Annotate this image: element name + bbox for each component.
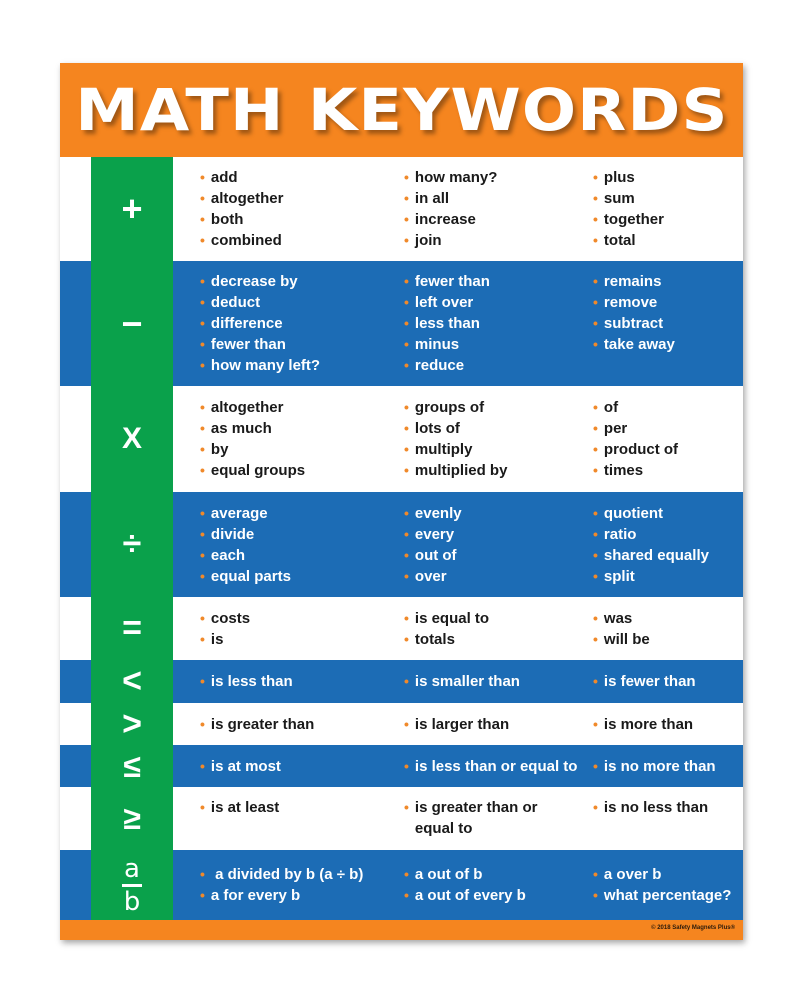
keyword-text: average: [210, 505, 268, 522]
bullet-icon: •: [404, 399, 409, 415]
keyword-column-1: [200, 608, 250, 650]
keyword-text: altogether: [210, 399, 284, 416]
keyword-item: [404, 864, 526, 885]
keyword-item: [404, 797, 555, 839]
keyword-item: [200, 756, 281, 777]
keyword-column-2: [404, 714, 509, 735]
keyword-text: what percentage?: [603, 887, 732, 904]
keyword-column-2: [404, 503, 462, 587]
poster-title: MATH KEYWORDS: [74, 76, 729, 144]
keyword-text: fewer than: [210, 336, 286, 353]
bullet-icon: •: [404, 294, 409, 310]
bullet-icon: •: [200, 211, 205, 227]
keyword-item: [593, 671, 696, 692]
keyword-item: [200, 313, 320, 334]
keyword-item: [200, 418, 305, 439]
bullet-icon: •: [200, 673, 205, 689]
keyword-column-1: [200, 756, 281, 777]
keyword-text: of: [603, 399, 619, 416]
keyword-column-3: [593, 714, 693, 735]
keyword-text: is no less than: [603, 799, 709, 816]
bullet-icon: •: [200, 547, 205, 563]
keyword-column-3: [593, 503, 709, 587]
bullet-icon: •: [200, 526, 205, 542]
keyword-text: out of: [414, 547, 457, 564]
keyword-item: [404, 397, 507, 418]
plus-symbol-icon: +: [91, 157, 173, 261]
keyword-item: [404, 313, 490, 334]
keyword-column-1: [200, 797, 279, 818]
keyword-item: [200, 885, 363, 906]
bullet-icon: •: [200, 190, 205, 206]
keyword-item: [593, 167, 664, 188]
keyword-item: [200, 355, 320, 376]
bullet-icon: •: [404, 758, 409, 774]
bullet-icon: •: [404, 273, 409, 289]
keyword-item: [200, 797, 279, 818]
bullet-icon: •: [404, 610, 409, 626]
keyword-item: [200, 271, 320, 292]
bullet-icon: •: [593, 462, 598, 478]
bullet-icon: •: [593, 505, 598, 521]
keyword-item: [593, 397, 678, 418]
keyword-column-2: [404, 756, 577, 777]
keyword-item: [593, 271, 675, 292]
keyword-text: costs: [210, 610, 251, 627]
keyword-column-2: [404, 797, 555, 839]
keyword-item: [200, 671, 293, 692]
row-divide: [60, 492, 743, 597]
keyword-text: is no more than: [603, 758, 716, 775]
keyword-item: [593, 503, 709, 524]
bullet-icon: •: [404, 357, 409, 373]
bullet-icon: •: [593, 799, 598, 815]
keyword-text: increase: [414, 211, 476, 228]
keyword-column-1: [200, 714, 314, 735]
keyword-text: less than: [414, 315, 480, 332]
keyword-text: is greater than: [210, 716, 315, 733]
keyword-text: equal groups: [210, 462, 306, 479]
minus-symbol-icon: −: [91, 261, 173, 386]
keyword-columns: [200, 157, 743, 261]
keyword-column-1: [200, 271, 320, 376]
bullet-icon: •: [200, 357, 205, 373]
bullet-icon: •: [404, 441, 409, 457]
keyword-item: [404, 439, 507, 460]
keyword-item: [593, 209, 664, 230]
keyword-text: decrease by: [210, 273, 298, 290]
keyword-column-3: [593, 608, 650, 650]
keyword-item: [593, 629, 650, 650]
keyword-text: is equal to: [414, 610, 490, 627]
math-keywords-poster: [60, 63, 743, 940]
bullet-icon: •: [593, 399, 598, 415]
keyword-item: [593, 756, 716, 777]
keyword-columns: [200, 261, 743, 386]
bullet-icon: •: [404, 716, 409, 732]
greater-than-or-equal-symbol-icon: ≥: [91, 787, 173, 850]
bullet-icon: •: [200, 568, 205, 584]
keyword-item: [404, 355, 490, 376]
greater-than-symbol-icon: >: [91, 703, 173, 745]
bullet-icon: •: [593, 420, 598, 436]
keyword-text: is at most: [210, 758, 281, 775]
keyword-item: [404, 671, 520, 692]
numerator: a: [124, 853, 140, 884]
keyword-columns: [200, 386, 743, 492]
keyword-item: [200, 188, 283, 209]
keyword-text: split: [603, 568, 635, 585]
keyword-item: [200, 503, 291, 524]
bullet-icon: •: [593, 232, 598, 248]
keyword-item: [593, 230, 664, 251]
keyword-text: equal parts: [210, 568, 291, 585]
keyword-columns: [200, 660, 743, 703]
keyword-text: take away: [603, 336, 675, 353]
keyword-item: [404, 334, 490, 355]
bullet-icon: •: [200, 294, 205, 310]
bullet-icon: •: [593, 866, 598, 882]
keyword-item: [404, 714, 509, 735]
keyword-item: [593, 797, 708, 818]
keyword-item: [200, 864, 363, 885]
keyword-item: [404, 608, 489, 629]
bullet-icon: •: [200, 716, 205, 732]
keyword-item: [404, 418, 507, 439]
bullet-icon: •: [593, 610, 598, 626]
keyword-column-1: [200, 503, 291, 587]
keyword-item: [404, 167, 497, 188]
bullet-icon: •: [200, 315, 205, 331]
keyword-item: [593, 418, 678, 439]
bullet-icon: •: [200, 441, 205, 457]
keyword-item: [404, 292, 490, 313]
row-greater-than-or-equal: [60, 787, 743, 850]
equals-symbol-icon: =: [91, 597, 173, 660]
bullet-icon: •: [200, 462, 205, 478]
keyword-column-3: [593, 864, 731, 906]
keyword-column-3: [593, 397, 678, 481]
bullet-icon: •: [200, 887, 205, 903]
bullet-icon: •: [200, 169, 205, 185]
footer-bar: [60, 920, 743, 940]
keyword-text: remains: [603, 273, 662, 290]
keyword-item: [200, 292, 320, 313]
keyword-text: together: [603, 211, 664, 228]
bullet-icon: •: [593, 568, 598, 584]
bullet-icon: •: [404, 887, 409, 903]
keyword-column-3: [593, 671, 696, 692]
keyword-text: join: [414, 232, 442, 249]
keyword-item: [200, 460, 305, 481]
bullet-icon: •: [404, 315, 409, 331]
keyword-column-1: [200, 397, 305, 481]
keyword-item: [404, 460, 507, 481]
keyword-text: as much: [210, 420, 272, 437]
keyword-text: minus: [414, 336, 460, 353]
keyword-text: by: [210, 441, 229, 458]
keyword-item: [404, 885, 526, 906]
bullet-icon: •: [404, 673, 409, 689]
bullet-icon: •: [404, 232, 409, 248]
keyword-item: [200, 230, 283, 251]
keyword-column-2: [404, 671, 520, 692]
keyword-item: [593, 460, 678, 481]
bullet-icon: •: [404, 631, 409, 647]
keyword-item: [593, 608, 650, 629]
bullet-icon: •: [200, 610, 205, 626]
keyword-text: was: [603, 610, 633, 627]
keyword-item: [593, 439, 678, 460]
row-fraction: [60, 850, 743, 920]
bullet-icon: •: [593, 716, 598, 732]
bullet-icon: •: [200, 631, 205, 647]
row-less-than: [60, 660, 743, 703]
title-bar: [60, 63, 743, 157]
keyword-item: [404, 209, 497, 230]
keyword-item: [593, 566, 709, 587]
keyword-item: [593, 292, 675, 313]
bullet-icon: •: [593, 547, 598, 563]
keyword-text: plus: [603, 169, 635, 186]
keyword-columns: [200, 703, 743, 745]
keyword-item: [200, 167, 283, 188]
keyword-text: is greater than or equal to: [414, 799, 538, 837]
keyword-item: [593, 545, 709, 566]
keyword-columns: [200, 787, 743, 850]
bullet-icon: •: [404, 799, 409, 815]
keyword-item: [200, 566, 291, 587]
keyword-item: [200, 714, 314, 735]
keyword-columns: [200, 597, 743, 660]
keyword-text: left over: [414, 294, 474, 311]
copyright-text: © 2018 Safety Magnets Plus®: [651, 925, 735, 931]
keyword-item: [593, 864, 731, 885]
bullet-icon: •: [404, 547, 409, 563]
bullet-icon: •: [404, 169, 409, 185]
keyword-column-1: [200, 671, 293, 692]
keyword-text: reduce: [414, 357, 465, 374]
keyword-item: [200, 608, 250, 629]
keyword-text: both: [210, 211, 244, 228]
keyword-text: lots of: [414, 420, 460, 437]
bullet-icon: •: [593, 315, 598, 331]
keyword-item: [404, 503, 462, 524]
keyword-text: how many left?: [210, 357, 321, 374]
times-symbol-icon: X: [91, 386, 173, 492]
bullet-icon: •: [593, 169, 598, 185]
keyword-item: [200, 334, 320, 355]
keyword-column-2: [404, 167, 497, 251]
bullet-icon: •: [593, 526, 598, 542]
keyword-column-2: [404, 864, 526, 906]
keyword-item: [200, 524, 291, 545]
bullet-icon: •: [404, 505, 409, 521]
row-equals: [60, 597, 743, 660]
keyword-column-1: [200, 167, 283, 251]
keyword-text: a over b: [603, 866, 662, 883]
bullet-icon: •: [593, 336, 598, 352]
less-than-or-equal-symbol-icon: ≤: [91, 745, 173, 787]
keyword-item: [404, 230, 497, 251]
keyword-item: [404, 545, 462, 566]
bullet-icon: •: [200, 399, 205, 415]
keyword-columns: [200, 850, 743, 920]
keyword-text: is less than: [210, 673, 293, 690]
bullet-icon: •: [404, 568, 409, 584]
keyword-text: quotient: [603, 505, 664, 522]
bullet-icon: •: [593, 673, 598, 689]
keyword-text: multiplied by: [414, 462, 508, 479]
bullet-icon: •: [404, 420, 409, 436]
keyword-item: [593, 334, 675, 355]
keyword-item: [593, 524, 709, 545]
keyword-column-1: [200, 864, 363, 906]
bullet-icon: •: [200, 273, 205, 289]
bullet-icon: •: [200, 505, 205, 521]
bullet-icon: •: [404, 336, 409, 352]
keyword-columns: [200, 745, 743, 787]
bullet-icon: •: [404, 190, 409, 206]
keyword-column-2: [404, 608, 489, 650]
keyword-text: product of: [603, 441, 679, 458]
keyword-text: each: [210, 547, 246, 564]
bullet-icon: •: [593, 273, 598, 289]
keyword-text: will be: [603, 631, 650, 648]
keyword-column-3: [593, 271, 675, 355]
keyword-text: in all: [414, 190, 450, 207]
bullet-icon: •: [593, 631, 598, 647]
bullet-icon: •: [200, 336, 205, 352]
keyword-text: remove: [603, 294, 658, 311]
keyword-text: add: [210, 169, 238, 186]
keyword-text: altogether: [210, 190, 284, 207]
keyword-column-3: [593, 167, 664, 251]
keyword-column-3: [593, 756, 716, 777]
bullet-icon: •: [200, 758, 205, 774]
keyword-text: divide: [210, 526, 255, 543]
keyword-item: [200, 439, 305, 460]
keyword-text: ratio: [603, 526, 637, 543]
keyword-item: [404, 188, 497, 209]
keyword-item: [404, 756, 577, 777]
keyword-text: subtract: [603, 315, 664, 332]
keyword-column-2: [404, 271, 490, 376]
keyword-item: [200, 209, 283, 230]
bullet-icon: •: [200, 232, 205, 248]
keyword-columns: [200, 492, 743, 597]
keyword-item: [404, 524, 462, 545]
keyword-text: a divided by b (a ÷ b): [210, 866, 364, 883]
keyword-item: [404, 566, 462, 587]
keyword-text: is smaller than: [414, 673, 520, 690]
bullet-icon: •: [593, 190, 598, 206]
keyword-text: difference: [210, 315, 283, 332]
keyword-item: [200, 397, 305, 418]
keyword-text: is at least: [210, 799, 280, 816]
keyword-text: groups of: [414, 399, 485, 416]
keyword-text: total: [603, 232, 636, 249]
bullet-icon: •: [404, 866, 409, 882]
keyword-text: how many?: [414, 169, 498, 186]
keyword-item: [404, 271, 490, 292]
keyword-text: a out of b: [414, 866, 483, 883]
row-times: [60, 386, 743, 492]
keyword-text: every: [414, 526, 455, 543]
bullet-icon: •: [200, 866, 205, 882]
keyword-text: shared equally: [603, 547, 709, 564]
keyword-text: a out of every b: [414, 887, 526, 904]
keyword-item: [404, 629, 489, 650]
less-than-symbol-icon: <: [91, 660, 173, 703]
keyword-text: is more than: [603, 716, 694, 733]
divide-symbol-icon: ÷: [91, 492, 173, 597]
row-minus: [60, 261, 743, 386]
keyword-item: [593, 313, 675, 334]
bullet-icon: •: [593, 211, 598, 227]
row-greater-than: [60, 703, 743, 745]
keyword-text: multiply: [414, 441, 473, 458]
keyword-text: deduct: [210, 294, 261, 311]
keyword-text: is larger than: [414, 716, 510, 733]
keyword-text: sum: [603, 190, 635, 207]
keyword-text: totals: [414, 631, 455, 648]
keyword-text: is less than or equal to: [414, 758, 578, 775]
keyword-column-2: [404, 397, 507, 481]
bullet-icon: •: [593, 441, 598, 457]
bullet-icon: •: [404, 211, 409, 227]
row-plus: [60, 157, 743, 261]
keyword-column-3: [593, 797, 708, 818]
keyword-text: fewer than: [414, 273, 490, 290]
keyword-item: [593, 885, 731, 906]
keyword-text: over: [414, 568, 447, 585]
keyword-item: [200, 545, 291, 566]
bullet-icon: •: [593, 294, 598, 310]
keyword-item: [200, 629, 250, 650]
keyword-item: [593, 188, 664, 209]
row-less-than-or-equal: [60, 745, 743, 787]
keyword-text: combined: [210, 232, 282, 249]
keyword-text: a for every b: [210, 887, 301, 904]
fraction-symbol-icon: [91, 850, 173, 920]
keyword-text: is: [210, 631, 224, 648]
bullet-icon: •: [404, 462, 409, 478]
bullet-icon: •: [593, 887, 598, 903]
bullet-icon: •: [200, 799, 205, 815]
keyword-text: is fewer than: [603, 673, 696, 690]
bullet-icon: •: [593, 758, 598, 774]
denominator: b: [123, 886, 141, 917]
bullet-icon: •: [404, 526, 409, 542]
keyword-text: per: [603, 420, 628, 437]
keyword-text: evenly: [414, 505, 462, 522]
keyword-item: [593, 714, 693, 735]
keyword-text: times: [603, 462, 644, 479]
bullet-icon: •: [200, 420, 205, 436]
